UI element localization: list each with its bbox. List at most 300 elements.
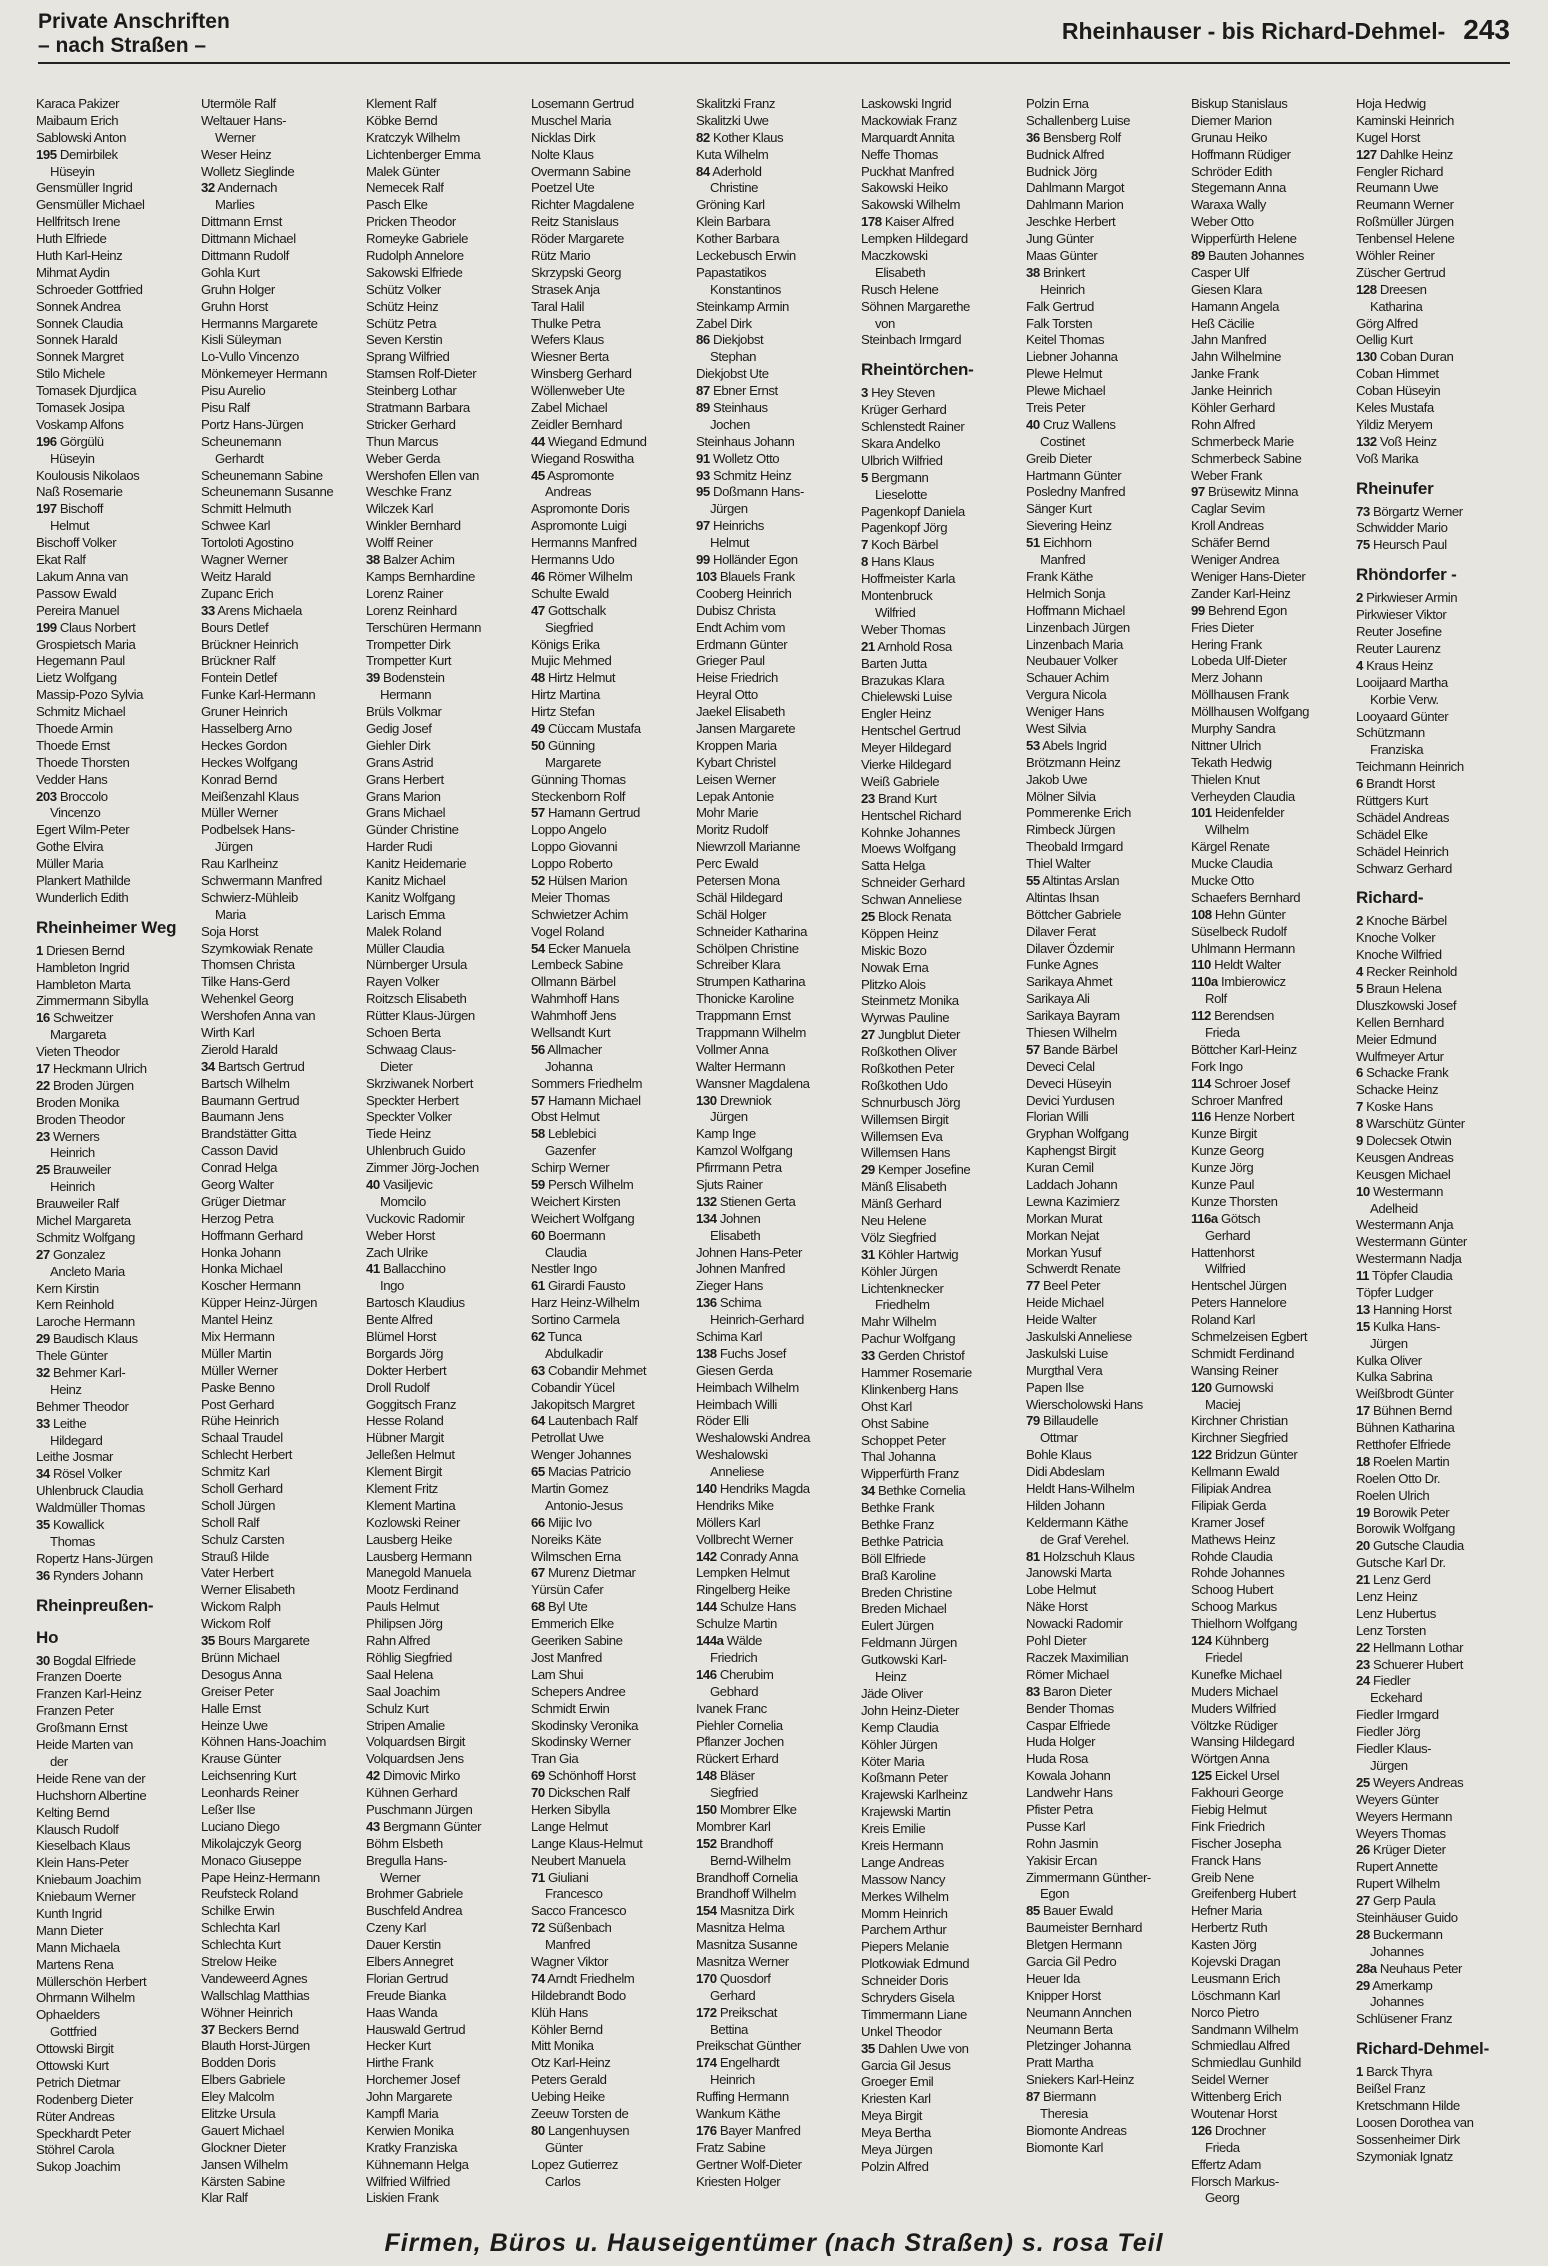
- resident-entry: [1356, 349, 1508, 366]
- resident-name: Lange Klaus-Helmut: [531, 1835, 643, 1851]
- resident-entry: [531, 332, 683, 349]
- resident-name: Johnen Hans-Peter: [696, 1244, 802, 1260]
- resident-name: Klar Ralf: [201, 2190, 248, 2206]
- resident-name: Ivanek Franc: [696, 1700, 767, 1716]
- resident-entry: [1191, 1819, 1343, 1836]
- resident-entry: [36, 265, 188, 282]
- resident-name: Driesen Bernd: [46, 942, 125, 958]
- resident-name: Heursch Paul: [1373, 537, 1447, 553]
- resident-entry: [36, 332, 188, 349]
- resident-name: Böhm Elsbeth: [366, 1835, 443, 1851]
- resident-entry: [1356, 810, 1508, 827]
- resident-name: Stöhrel Carola: [36, 2142, 114, 2158]
- entry-continuation: [1356, 742, 1508, 759]
- resident-entry: [1356, 2064, 1508, 2081]
- resident-name: Jung Günter: [1026, 231, 1094, 247]
- resident-entry: [366, 2157, 518, 2174]
- resident-entry: [861, 1855, 1013, 1872]
- resident-entry: [696, 805, 848, 822]
- resident-name: Gertner Wolf-Dieter: [696, 2156, 802, 2172]
- resident-entry: [696, 1413, 848, 1430]
- resident-name: Treis Peter: [1026, 400, 1086, 416]
- resident-name: Piehler Cornelia: [696, 1717, 783, 1733]
- resident-name: Schwee Karl: [201, 518, 271, 534]
- resident-entry: [1356, 1893, 1508, 1910]
- resident-name: Freude Bianka: [366, 1987, 446, 2003]
- resident-name: Morkan Yusuf: [1026, 1244, 1101, 1260]
- house-number: 21: [861, 638, 875, 654]
- resident-entry: [1026, 1143, 1178, 1160]
- resident-entry: [366, 1413, 518, 1430]
- resident-entry: [861, 1466, 1013, 1483]
- resident-name: Rückert Erhard: [696, 1751, 779, 1767]
- resident-name: Abdulkadir: [545, 1345, 603, 1361]
- entry-continuation: [201, 839, 353, 856]
- resident-entry: [531, 873, 683, 890]
- resident-entry: [1191, 1160, 1343, 1177]
- resident-name: Thomsen Christa: [201, 957, 295, 973]
- house-number: 60: [531, 1227, 545, 1243]
- resident-name: Casper Ulf: [1191, 264, 1249, 280]
- resident-entry: [861, 1179, 1013, 1196]
- resident-entry: [531, 1549, 683, 1566]
- resident-name: Bettina: [710, 2021, 748, 2037]
- resident-name: Heinrich: [50, 1145, 95, 1161]
- house-number: 170: [696, 1970, 717, 1986]
- resident-name: Lieselotte: [875, 486, 927, 502]
- resident-entry: [696, 96, 848, 113]
- resident-entry: [696, 1076, 848, 1093]
- resident-name: Ekat Ralf: [36, 552, 86, 568]
- resident-entry: [1191, 1093, 1343, 1110]
- house-number: 49: [531, 720, 545, 736]
- resident-entry: [531, 704, 683, 721]
- resident-name: Mann Michaela: [36, 1939, 120, 1955]
- resident-name: Zimmermann Sibylla: [36, 993, 149, 1009]
- resident-entry: [696, 332, 848, 349]
- resident-name: Rösel Volker: [53, 1466, 122, 1482]
- house-number: 132: [696, 1193, 717, 1209]
- entry-continuation: [1191, 1650, 1343, 1667]
- resident-name: Muschel Maria: [531, 112, 611, 128]
- resident-name: Jürgen: [710, 501, 748, 517]
- resident-name: Janke Heinrich: [1191, 383, 1272, 399]
- resident-name: Nicklas Dirk: [531, 129, 596, 145]
- resident-name: Brand Kurt: [878, 790, 937, 806]
- resident-entry: [696, 1481, 848, 1498]
- resident-name: Gerden Christof: [878, 1348, 965, 1364]
- resident-entry: [36, 417, 188, 434]
- resident-name: Steinmetz Monika: [861, 993, 959, 1009]
- resident-name: Meya Bertha: [861, 2125, 931, 2141]
- entry-continuation: [531, 1498, 683, 1515]
- house-number: 73: [1356, 503, 1370, 519]
- resident-name: Pommerenke Erich: [1026, 805, 1131, 821]
- resident-entry: [201, 1785, 353, 1802]
- resident-entry: [696, 1616, 848, 1633]
- resident-name: Wickom Rolf: [201, 1616, 271, 1632]
- resident-name: Krause Günter: [201, 1751, 281, 1767]
- resident-name: Hambleton Ingrid: [36, 959, 130, 975]
- resident-name: Schepers Andree: [531, 1683, 626, 1699]
- resident-entry: [861, 1145, 1013, 1162]
- resident-entry: [1356, 1049, 1508, 1066]
- resident-name: Hirthe Frank: [366, 2055, 434, 2071]
- resident-entry: [1191, 974, 1343, 991]
- entry-continuation: [36, 1027, 188, 1044]
- resident-entry: [1356, 520, 1508, 537]
- resident-name: Massow Nancy: [861, 1871, 946, 1887]
- resident-name: Strelow Heike: [201, 1953, 277, 1969]
- resident-name: Weyers Thomas: [1356, 1825, 1446, 1841]
- resident-entry: [366, 316, 518, 333]
- directory-column: [531, 96, 683, 2221]
- resident-entry: [36, 1703, 188, 1720]
- resident-entry: [366, 164, 518, 181]
- resident-entry: [1026, 974, 1178, 991]
- resident-name: Günder Christine: [366, 822, 459, 838]
- resident-entry: [1026, 1785, 1178, 1802]
- house-number: 136: [696, 1295, 717, 1311]
- resident-entry: [36, 434, 188, 451]
- resident-name: Fengler Richard: [1356, 163, 1444, 179]
- resident-name: Cherubim: [719, 1666, 774, 1682]
- resident-name: Pirkwieser Viktor: [1356, 607, 1447, 623]
- resident-entry: [1026, 1599, 1178, 1616]
- house-number: 32: [36, 1365, 50, 1381]
- resident-entry: [366, 569, 518, 586]
- resident-name: Huchshorn Albertine: [36, 1787, 147, 1803]
- resident-name: Sortino Carmela: [531, 1312, 620, 1328]
- house-number: 59: [531, 1177, 545, 1192]
- resident-name: Andernach: [217, 180, 278, 196]
- resident-entry: [366, 789, 518, 806]
- resident-entry: [1026, 214, 1178, 231]
- resident-name: Löschmann Karl: [1191, 1987, 1280, 2003]
- house-number: 51: [1026, 535, 1040, 551]
- resident-entry: [531, 231, 683, 248]
- resident-name: Emmerich Elke: [531, 1616, 614, 1632]
- resident-name: Gerhardt: [215, 450, 264, 466]
- resident-entry: [1026, 687, 1178, 704]
- resident-entry: [1356, 1961, 1508, 1978]
- resident-entry: [1191, 2157, 1343, 2174]
- resident-entry: [861, 385, 1013, 402]
- resident-entry: [1356, 1606, 1508, 1623]
- entry-continuation: [1191, 2140, 1343, 2157]
- resident-entry: [1356, 1775, 1508, 1792]
- resident-entry: [861, 774, 1013, 791]
- resident-name: Klüh Hans: [531, 2004, 588, 2020]
- resident-entry: [531, 1093, 683, 1110]
- resident-name: Casson David: [201, 1143, 278, 1159]
- resident-name: Jürgen: [1370, 1757, 1408, 1773]
- resident-entry: [1191, 231, 1343, 248]
- resident-name: Broden Monika: [36, 1094, 119, 1110]
- resident-name: Byl Ute: [548, 1599, 588, 1615]
- resident-entry: [1191, 941, 1343, 958]
- resident-entry: [861, 639, 1013, 656]
- resident-name: Ohrmann Wilhelm: [36, 1990, 135, 2006]
- resident-entry: [861, 130, 1013, 147]
- resident-entry: [696, 451, 848, 468]
- resident-name: de Graf Verehel.: [1040, 1531, 1129, 1547]
- resident-entry: [531, 113, 683, 130]
- resident-name: Schnurbusch Jörg: [861, 1094, 961, 1110]
- resident-entry: [1191, 1295, 1343, 1312]
- resident-entry: [36, 501, 188, 518]
- resident-name: Harz Heinz-Wilhelm: [531, 1295, 640, 1311]
- resident-entry: [1026, 1093, 1178, 1110]
- resident-name: Vuckovic Radomir: [366, 1210, 465, 1226]
- resident-name: Ropertz Hans-Jürgen: [36, 1550, 153, 1566]
- resident-name: Weniger Hans: [1026, 704, 1104, 720]
- resident-entry: [696, 1025, 848, 1042]
- resident-name: Harder Rudi: [366, 839, 433, 855]
- resident-name: Braß Karoline: [861, 1567, 936, 1583]
- entry-continuation: [531, 755, 683, 772]
- resident-entry: [36, 1568, 188, 1585]
- resident-entry: [201, 1380, 353, 1397]
- resident-name: Ottowski Birgit: [36, 2041, 114, 2057]
- resident-entry: [531, 1397, 683, 1414]
- resident-entry: [201, 974, 353, 991]
- resident-name: Egon: [1040, 1886, 1069, 1902]
- resident-name: Taral Halil: [531, 298, 584, 314]
- resident-entry: [1356, 1116, 1508, 1133]
- resident-name: Pauls Helmut: [366, 1599, 440, 1615]
- resident-entry: [1356, 1707, 1508, 1724]
- resident-entry: [36, 535, 188, 552]
- resident-entry: [696, 1903, 848, 1920]
- resident-name: Werner Elisabeth: [201, 1582, 295, 1598]
- resident-name: Langenhuysen: [548, 2122, 630, 2138]
- entry-continuation: [36, 1754, 188, 1771]
- resident-entry: [201, 1059, 353, 1076]
- resident-name: Sakowski Elfriede: [366, 264, 463, 280]
- resident-entry: [366, 1886, 518, 1903]
- resident-entry: [1026, 332, 1178, 349]
- resident-entry: [1191, 96, 1343, 113]
- resident-entry: [1191, 1886, 1343, 1903]
- street-heading: Rheinufer: [1356, 478, 1434, 498]
- resident-entry: [1356, 964, 1508, 981]
- resident-entry: [36, 670, 188, 687]
- resident-entry: [1026, 468, 1178, 485]
- resident-name: Kother Barbara: [696, 231, 780, 247]
- resident-entry: [1191, 1718, 1343, 1735]
- resident-entry: [366, 704, 518, 721]
- resident-name: Saal Helena: [366, 1666, 433, 1682]
- resident-name: Filipiak Andrea: [1191, 1481, 1271, 1497]
- resident-entry: [1191, 569, 1343, 586]
- resident-name: Weshalowski: [696, 1447, 768, 1463]
- resident-name: Brünn Michael: [201, 1649, 280, 1665]
- resident-entry: [1356, 1640, 1508, 1657]
- resident-entry: [861, 520, 1013, 537]
- resident-name: Kühnen Gerhard: [366, 1785, 458, 1801]
- resident-name: Rohde Claudia: [1191, 1548, 1273, 1564]
- resident-entry: [861, 164, 1013, 181]
- resident-name: Steinberg Lothar: [366, 383, 457, 399]
- resident-entry: [696, 400, 848, 417]
- resident-name: Giehler Dirk: [366, 737, 431, 753]
- resident-name: Blauels Frank: [719, 568, 795, 584]
- resident-name: Warschütz Günter: [1366, 1116, 1465, 1132]
- resident-name: Uhlmann Hermann: [1191, 940, 1295, 956]
- house-number: 89: [1191, 248, 1205, 264]
- resident-entry: [696, 1245, 848, 1262]
- resident-entry: [201, 991, 353, 1008]
- resident-entry: [1191, 535, 1343, 552]
- resident-name: Wiesner Berta: [531, 349, 609, 365]
- resident-entry: [1191, 2055, 1343, 2072]
- resident-entry: [366, 1667, 518, 1684]
- resident-entry: [1356, 1184, 1508, 1201]
- resident-name: Goggitsch Franz: [366, 1396, 456, 1412]
- house-number: 25: [861, 908, 875, 924]
- entry-continuation: [1356, 1758, 1508, 1775]
- resident-entry: [36, 890, 188, 907]
- resident-name: Heinz: [875, 1669, 907, 1685]
- resident-name: Halle Ernst: [201, 1700, 261, 1716]
- resident-name: Wilmschen Erna: [531, 1548, 621, 1564]
- resident-entry: [861, 622, 1013, 639]
- resident-entry: [1026, 1380, 1178, 1397]
- resident-name: Schneider Doris: [861, 1973, 949, 1989]
- resident-entry: [531, 1785, 683, 1802]
- resident-entry: [1191, 1802, 1343, 1819]
- resident-name: Klein Barbara: [696, 214, 771, 230]
- resident-entry: [36, 1281, 188, 1298]
- resident-entry: [366, 1988, 518, 2005]
- resident-name: Gottschalk: [548, 602, 606, 618]
- resident-entry: [201, 1413, 353, 1430]
- entry-continuation: [1191, 1025, 1343, 1042]
- entry-continuation: [1356, 1994, 1508, 2011]
- resident-entry: [1191, 772, 1343, 789]
- resident-name: Yürsün Cafer: [531, 1582, 604, 1598]
- resident-name: Römer Wilhelm: [548, 568, 633, 584]
- resident-entry: [366, 907, 518, 924]
- resident-name: Brandhoff Wilhelm: [696, 1886, 796, 1902]
- resident-entry: [531, 957, 683, 974]
- resident-name: Schwietzer Achim: [531, 906, 628, 922]
- resident-name: Leichsenring Kurt: [201, 1768, 296, 1784]
- resident-name: Baron Dieter: [1043, 1683, 1112, 1699]
- resident-name: Kratky Franziska: [366, 2139, 457, 2155]
- resident-name: Wöllenweber Ute: [531, 383, 625, 399]
- house-number: 34: [201, 1058, 215, 1074]
- resident-entry: [861, 1449, 1013, 1466]
- resident-name: Lewna Kazimierz: [1026, 1193, 1120, 1209]
- resident-name: Karaca Pakizer: [36, 96, 120, 111]
- resident-entry: [861, 791, 1013, 808]
- resident-entry: [201, 180, 353, 197]
- resident-name: Waraxa Wally: [1191, 197, 1266, 213]
- resident-entry: [1026, 856, 1178, 873]
- resident-entry: [861, 436, 1013, 453]
- resident-name: Behmer Karl-: [53, 1365, 126, 1381]
- resident-entry: [696, 890, 848, 907]
- resident-name: Giesen Gerda: [696, 1362, 773, 1378]
- resident-entry: [531, 282, 683, 299]
- resident-entry: [531, 1667, 683, 1684]
- resident-entry: [366, 484, 518, 501]
- resident-entry: [861, 1230, 1013, 1247]
- resident-name: Rayen Volker: [366, 974, 440, 990]
- resident-name: Wulfmeyer Artur: [1356, 1048, 1444, 1064]
- resident-entry: [861, 1264, 1013, 1281]
- resident-entry: [1026, 890, 1178, 907]
- resident-entry: [1026, 484, 1178, 501]
- house-number: 2: [1356, 590, 1363, 606]
- resident-entry: [201, 1633, 353, 1650]
- resident-name: Baudisch Klaus: [53, 1331, 138, 1347]
- resident-entry: [366, 180, 518, 197]
- house-number: 6: [1356, 1065, 1363, 1081]
- resident-name: Steckenborn Rolf: [531, 788, 625, 804]
- resident-entry: [366, 197, 518, 214]
- resident-entry: [861, 1027, 1013, 1044]
- house-number: 15: [1356, 1318, 1370, 1334]
- resident-name: Loppo Giovanni: [531, 839, 618, 855]
- resident-name: Rüter Andreas: [36, 2108, 115, 2124]
- resident-entry: [696, 1802, 848, 1819]
- resident-entry: [1026, 620, 1178, 637]
- resident-name: Zierold Harald: [201, 1041, 278, 1057]
- resident-entry: [696, 265, 848, 282]
- resident-name: Overmann Sabine: [531, 163, 631, 179]
- resident-name: Roitzsch Elisabeth: [366, 991, 467, 1007]
- house-number: 11: [1356, 1268, 1370, 1284]
- entry-continuation: [531, 1886, 683, 1903]
- resident-name: Schilke Erwin: [201, 1903, 275, 1919]
- resident-entry: [1191, 1447, 1343, 1464]
- resident-name: Jaekel Elisabeth: [696, 704, 785, 720]
- resident-name: Kisli Süleyman: [201, 332, 282, 348]
- entry-continuation: [861, 605, 1013, 622]
- resident-name: Kniebaum Werner: [36, 1889, 136, 1905]
- entry-continuation: [861, 1669, 1013, 1686]
- resident-entry: [1026, 2022, 1178, 2039]
- house-number: 130: [1356, 349, 1377, 365]
- resident-name: Ebner Ernst: [713, 383, 778, 399]
- resident-name: Buckermann: [1373, 1926, 1443, 1942]
- resident-name: Hentschel Jürgen: [1191, 1278, 1287, 1294]
- resident-name: Wefers Klaus: [531, 332, 604, 348]
- house-number: 34: [36, 1466, 50, 1482]
- resident-entry: [1356, 1032, 1508, 1049]
- resident-entry: [201, 1751, 353, 1768]
- resident-entry: [1191, 1954, 1343, 1971]
- resident-name: Piepers Melanie: [861, 1939, 949, 1955]
- resident-entry: [1191, 248, 1343, 265]
- resident-entry: [531, 535, 683, 552]
- resident-name: Süselbeck Rudolf: [1191, 923, 1287, 939]
- resident-name: Leblebici: [548, 1126, 597, 1142]
- resident-entry: [201, 1515, 353, 1532]
- resident-entry: [531, 1109, 683, 1126]
- resident-entry: [36, 586, 188, 603]
- resident-name: Schwermann Manfred: [201, 872, 322, 888]
- resident-name: Beel Peter: [1043, 1278, 1101, 1294]
- resident-name: Fiedler Klaus-: [1356, 1741, 1432, 1757]
- resident-entry: [36, 1331, 188, 1348]
- resident-name: Tomasek Josipa: [36, 400, 125, 416]
- street-heading: Rhöndorfer -: [1356, 565, 1457, 585]
- resident-name: Abels Ingrid: [1042, 737, 1107, 753]
